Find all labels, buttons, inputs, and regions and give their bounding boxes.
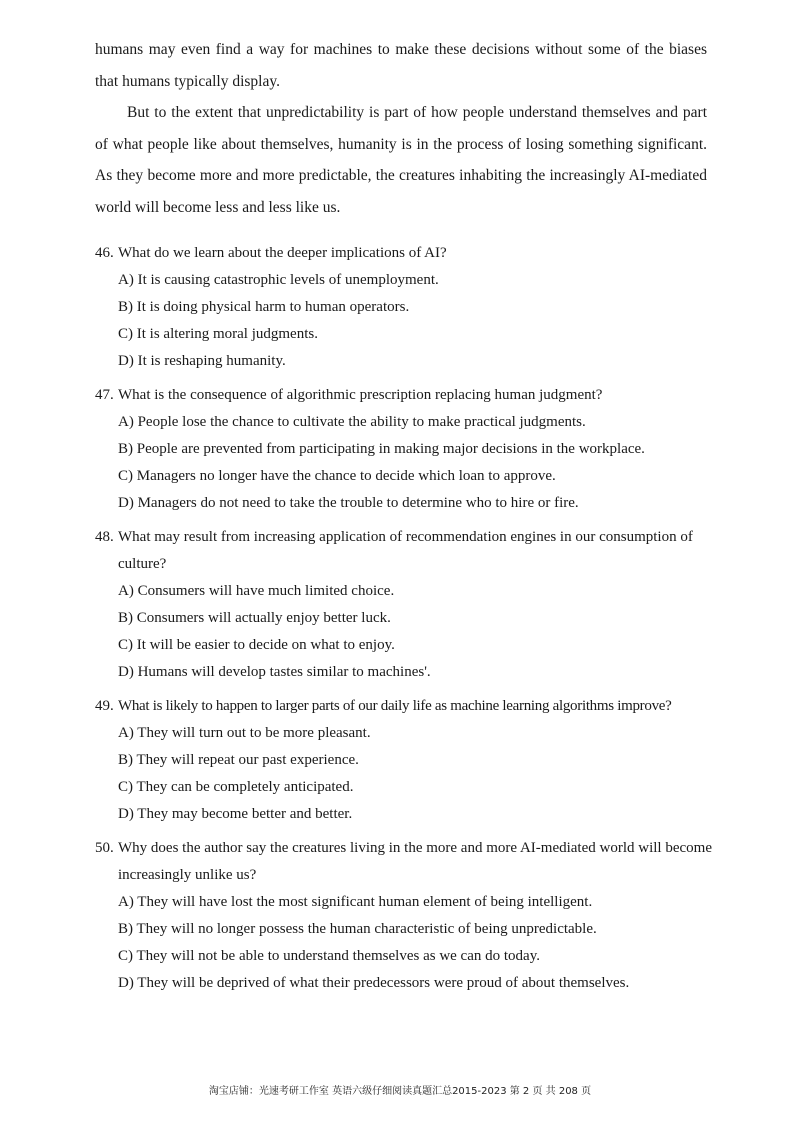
answer-option: B) People are prevented from participating in making major decisions in the workplace. xyxy=(118,441,645,457)
question-stem: Why does the author say the creatures living in the more and more AI-mediated world will become increasingly unlike us? xyxy=(118,840,712,883)
answer-option: D) It is reshaping humanity. xyxy=(118,353,286,369)
question-number: 47. xyxy=(95,387,114,403)
question-stem: What is likely to happen to larger parts of our daily life as machine learning algorithms improve? xyxy=(118,698,672,714)
answer-option: C) Managers no longer have the chance to decide which loan to approve. xyxy=(118,468,556,484)
question-stem: What is the consequence of algorithmic prescription replacing human judgment? xyxy=(118,387,603,403)
answer-option: B) They will no longer possess the human characteristic of being unpredictable. xyxy=(118,921,597,937)
answer-option: B) They will repeat our past experience. xyxy=(118,752,359,768)
page-footer: 淘宝店铺：光速考研工作室 英语六级仔细阅读真题汇总2015-2023 第 2 页 共 208 页 xyxy=(208,1086,592,1097)
answer-option: C) They will not be able to understand themselves as we can do today. xyxy=(118,948,540,964)
answer-option: A) People lose the chance to cultivate the ability to make practical judgments. xyxy=(118,414,586,430)
answer-option: B) It is doing physical harm to human operators. xyxy=(118,299,410,315)
answer-option: D) They will be deprived of what their predecessors were proud of about themselves. xyxy=(118,975,630,991)
answer-option: A) They will turn out to be more pleasant. xyxy=(118,725,371,741)
answer-option: D) Managers do not need to take the trouble to determine who to hire or fire. xyxy=(118,495,579,511)
question-number: 49. xyxy=(95,698,114,714)
answer-option: A) They will have lost the most significant human element of being intelligent. xyxy=(118,894,593,910)
question-50 xyxy=(95,835,717,997)
answer-option: C) It will be easier to decide on what to enjoy. xyxy=(118,637,395,653)
answer-option: A) Consumers will have much limited choice. xyxy=(118,583,395,599)
answer-option: A) It is causing catastrophic levels of unemployment. xyxy=(118,272,439,288)
answer-option: C) They can be completely anticipated. xyxy=(118,779,354,795)
answer-option: C) It is altering moral judgments. xyxy=(118,326,318,342)
question-49 xyxy=(95,693,717,828)
question-47 xyxy=(95,382,717,517)
answer-option: D) They may become better and better. xyxy=(118,806,353,822)
answer-option: D) Humans will develop tastes similar to machines'. xyxy=(118,664,431,680)
question-list xyxy=(95,240,717,1004)
question-stem: What may result from increasing application of recommendation engines in our consumption of culture? xyxy=(118,529,693,572)
question-46 xyxy=(95,240,717,375)
passage-paragraph: humans may even find a way for machines to make these decisions without some of the biases that humans typically display. xyxy=(95,41,707,90)
question-48 xyxy=(95,524,717,686)
question-number: 46. xyxy=(95,245,114,261)
question-number: 50. xyxy=(95,840,114,856)
passage-paragraph: But to the extent that unpredictability is part of how people understand themselves and part of what people like about themselves, humanity is in the process of losing something significant. As they become more and more predictable, the creatures inhabiting the increasingly AI-mediated world will become less and less like us. xyxy=(95,104,707,216)
question-number: 48. xyxy=(95,529,114,545)
reading-passage xyxy=(95,34,707,223)
answer-option: B) Consumers will actually enjoy better luck. xyxy=(118,610,391,626)
question-stem: What do we learn about the deeper implications of AI? xyxy=(118,245,447,261)
